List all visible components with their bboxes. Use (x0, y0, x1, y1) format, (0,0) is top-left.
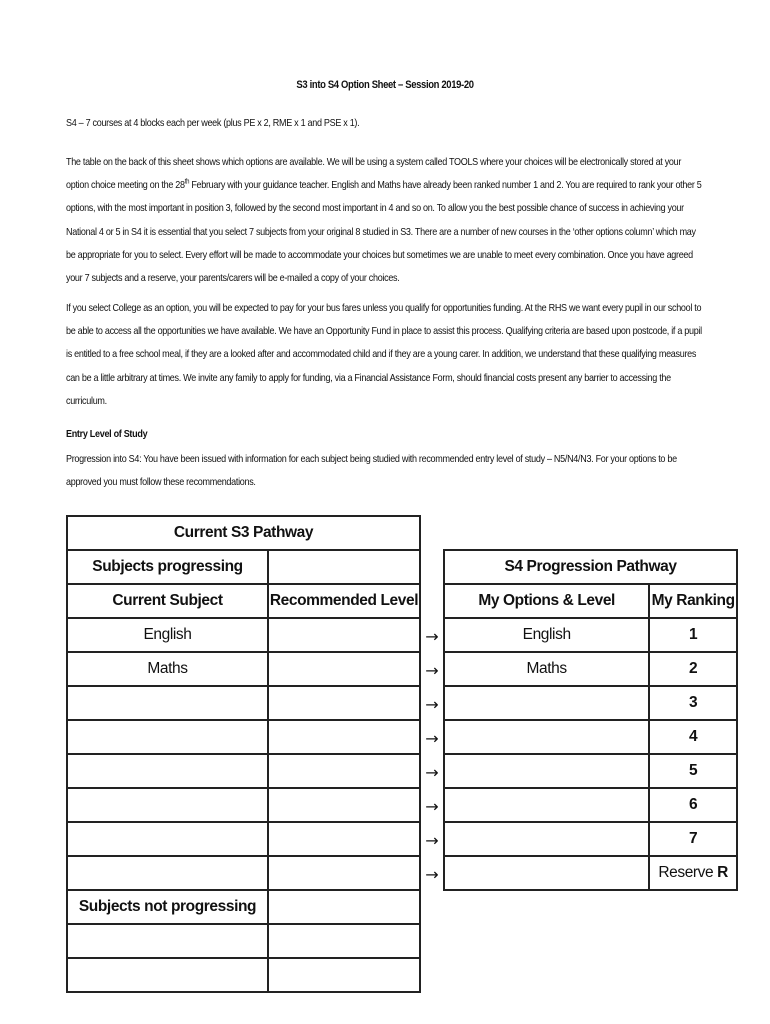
ranking-cell: 5 (649, 754, 737, 788)
recommended-level-cell[interactable] (268, 720, 420, 754)
right-arrow-icon: → (425, 763, 439, 782)
my-option-cell[interactable]: English (444, 618, 649, 652)
entry-level-heading: Entry Level of Study (66, 428, 148, 440)
not-progressing-subject-cell[interactable] (67, 924, 268, 958)
right-arrow-icon: → (425, 797, 439, 816)
my-option-cell[interactable] (444, 822, 649, 856)
recommended-level-cell[interactable] (268, 686, 420, 720)
ranking-cell: 4 (649, 720, 737, 754)
my-option-cell[interactable] (444, 686, 649, 720)
not-progressing-level-cell[interactable] (268, 958, 420, 992)
reserve-option-cell[interactable] (444, 856, 649, 890)
recommended-level-header: Recommended Level (268, 584, 420, 618)
right-arrow-icon: → (425, 627, 439, 646)
recommended-level-cell[interactable] (268, 652, 420, 686)
college-paragraph: If you select College as an option, you will be expected to pay for your bus fares unless you qualify for opportunities funding. At the RHS we want every pupil in our school to be able to access all the opportunities we have available. We have an Opportunity Fund in place to assist this process. Qualifying criteria are based upon postcode, if a pupil is entitled to a free school meal, if they are a looked after and accommodated child and if they are a young carer. In addition, we understand that these qualifying measures can be a little arbitrary at times. We invite any family to apply for funding, via a Financial Assistance Form, should financial costs present any barrier to accessing the curriculum. (66, 302, 702, 407)
page-title: S3 into S4 Option Sheet – Session 2019-20 (296, 79, 474, 91)
my-option-cell[interactable]: Maths (444, 652, 649, 686)
right-arrow-icon: → (425, 729, 439, 748)
recommended-level-cell[interactable] (268, 788, 420, 822)
current-subject-cell[interactable]: Maths (67, 652, 268, 686)
my-ranking-header: My Ranking (649, 584, 737, 618)
right-arrow-icon: → (425, 695, 439, 714)
s4-progression-pathway-header: S4 Progression Pathway (444, 550, 737, 584)
recommended-level-cell[interactable] (268, 618, 420, 652)
ranking-cell: 6 (649, 788, 737, 822)
recommended-level-cell[interactable] (268, 856, 420, 890)
entry-level-text: Progression into S4: You have been issued with information for each subject being studied with recommended entry level of study – N5/N4/N3. For your options to be approved you must follow these recommendations. (66, 453, 677, 489)
right-arrow-icon: → (425, 865, 439, 884)
intro-text: S4 – 7 courses at 4 blocks each per week (plus PE x 2, RME x 1 and PSE x 1). (66, 117, 360, 129)
my-option-cell[interactable] (444, 754, 649, 788)
current-subject-header: Current Subject (67, 584, 268, 618)
current-subject-cell[interactable]: English (67, 618, 268, 652)
current-subject-cell[interactable] (67, 856, 268, 890)
arrow-column (421, 620, 443, 892)
subjects-not-progressing-label: Subjects not progressing (67, 890, 268, 924)
reserve-letter: R (717, 864, 728, 881)
my-options-header: My Options & Level (444, 584, 649, 618)
reserve-ranking-cell (649, 856, 737, 890)
current-subject-cell[interactable] (67, 754, 268, 788)
current-subject-cell[interactable] (67, 720, 268, 754)
right-arrow-icon: → (425, 831, 439, 850)
not-progressing-level-cell[interactable] (268, 924, 420, 958)
current-subject-cell[interactable] (67, 788, 268, 822)
reserve-label: Reserve (658, 864, 714, 881)
not-progressing-subject-cell[interactable] (67, 958, 268, 992)
recommended-level-cell[interactable] (268, 754, 420, 788)
right-arrow-icon: → (425, 661, 439, 680)
table-cell (268, 890, 420, 924)
subjects-progressing-label: Subjects progressing (67, 550, 268, 584)
table-cell (268, 550, 420, 584)
current-subject-cell[interactable] (67, 686, 268, 720)
ranking-cell: 3 (649, 686, 737, 720)
my-option-cell[interactable] (444, 788, 649, 822)
recommended-level-cell[interactable] (268, 822, 420, 856)
current-s3-pathway-table (66, 515, 421, 993)
my-option-cell[interactable] (444, 720, 649, 754)
current-subject-cell[interactable] (67, 822, 268, 856)
options-paragraph: The table on the back of this sheet shows which options are available. We will be using a system called TOOLS where your choices will be electronically stored at your option choice meeting on the 28th February with your guidance teacher. English and Maths have already been ranked number 1 and 2. You are required to rank your other 5 options, with the most important in position 3, followed by the second most important in 4 and so on. To allow you the best possible chance of success in achieving your National 4 or 5 in S4 it is essential that you select 7 subjects from your original 8 studied in S3. There are a number of new courses in the ‘other options column’ which may be appropriate for you to select. Every effort will be made to accommodate your choices but sometimes we are unable to meet every combination. Once you have agreed your 7 subjects and a reserve, your parents/carers will be e-mailed a copy of your choices. (66, 156, 702, 285)
ranking-cell: 2 (649, 652, 737, 686)
ranking-cell: 1 (649, 618, 737, 652)
s4-progression-pathway-table (443, 549, 738, 891)
current-s3-pathway-header: Current S3 Pathway (67, 516, 420, 550)
ranking-cell: 7 (649, 822, 737, 856)
